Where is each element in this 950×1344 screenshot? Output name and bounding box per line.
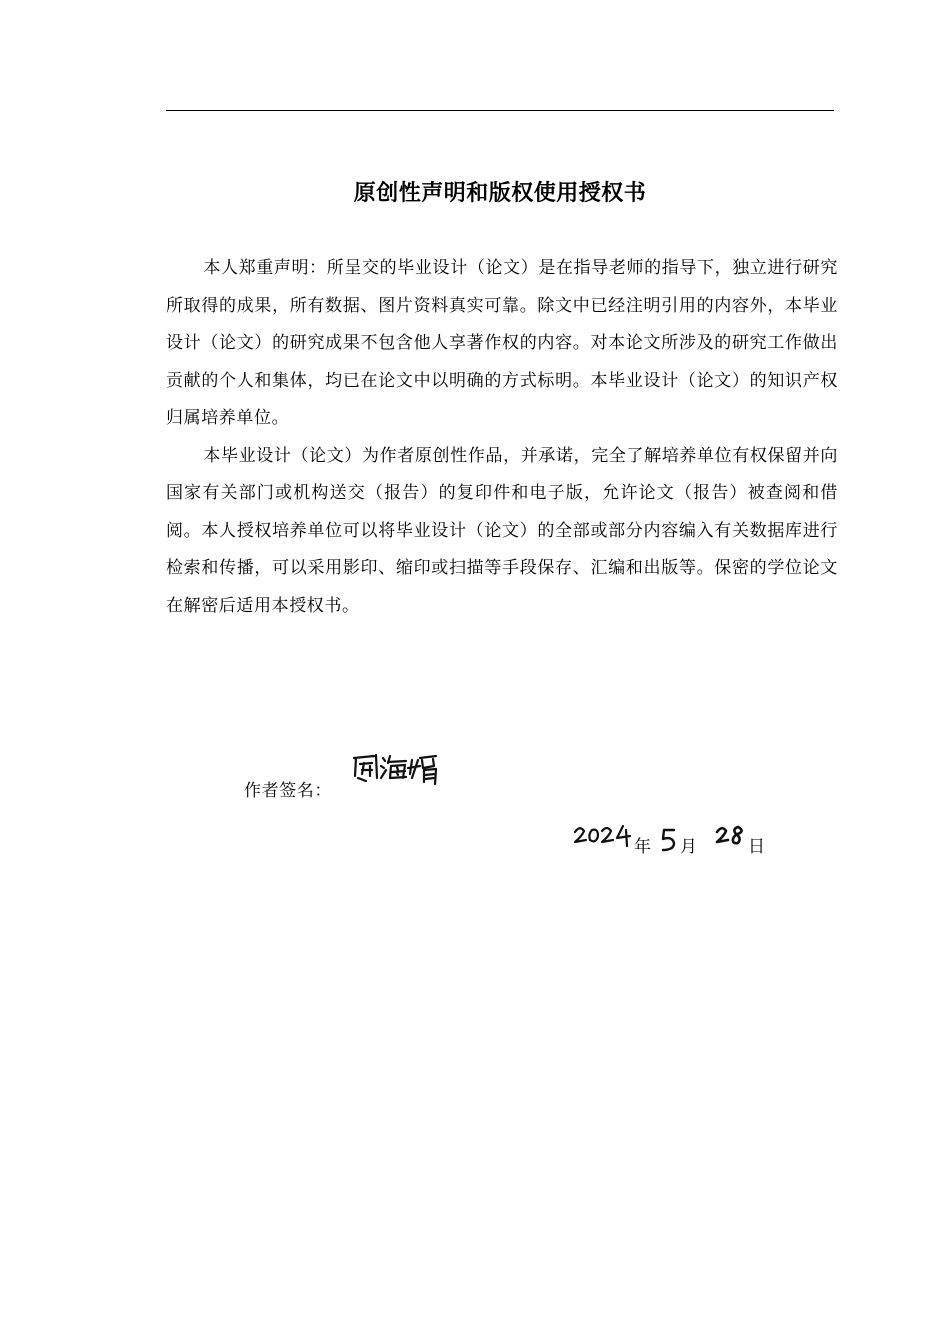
month-unit: 月 (680, 837, 697, 857)
year-unit: 年 (634, 837, 651, 857)
handwritten-year (572, 822, 634, 850)
authorization-paragraph: 本毕业设计（论文）为作者原创性作品，并承诺，完全了解培养单位有权保留并向国家有关部门或机构送交（报告）的复印件和电子版，允许论文（报告）被查阅和借阅。本人授权培养单位可以将毕业设计（论文）的全部或部分内容编入有关数据库进行检索和传播，可以采用影印、缩印或扫描等手段保存、汇编和出版等。保密的学位论文在解密后适用本授权书。 (166, 445, 838, 616)
declaration-paragraph: 本人郑重声明：所呈交的毕业设计（论文）是在指导老师的指导下，独立进行研究所取得的成果，所有数据、图片资料真实可靠。除文中已经注明引用的内容外，本毕业设计（论文）的研究成果不包含他人享著作权的内容。对本论文所涉及的研究工作做出贡献的个人和集体，均已在论文中以明确的方式标明。本毕业设计（论文）的知识产权归属培养单位。 (166, 258, 838, 428)
date-line (566, 818, 786, 868)
declaration-body (166, 250, 838, 625)
header-rule (166, 110, 834, 111)
signature-label: 作者签名： (244, 781, 332, 801)
handwritten-month (658, 826, 680, 856)
handwritten-day (714, 824, 748, 848)
document-title: 原创性声明和版权使用授权书 (353, 181, 647, 206)
handwritten-signature (350, 748, 440, 788)
day-unit: 日 (748, 837, 765, 857)
